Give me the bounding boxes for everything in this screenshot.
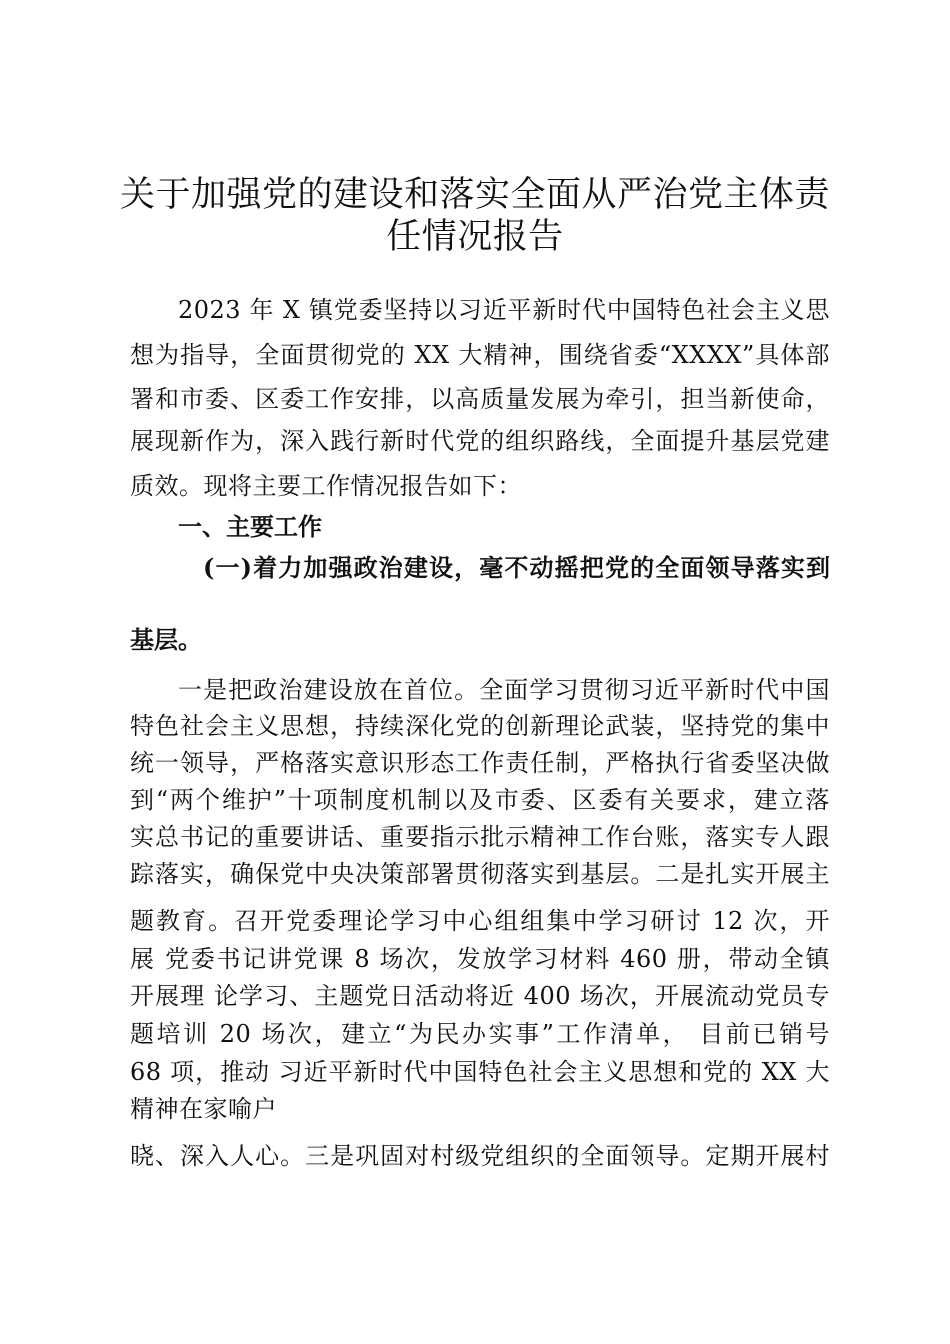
intro-line-1: 2023 年 X 镇党委坚持以习近平新时代中国特色社会主义思 (178, 296, 830, 324)
body-line-7: 题教育。召开党委理论学习中心组组集中学习研讨 12 次，开 (130, 907, 830, 935)
body-line-13: 晓、深入人心。三是巩固对村级党组织的全面领导。定期开展村 (130, 1142, 830, 1170)
intro-line-4: 展现新作为，深入践行新时代党的组织路线，全面提升基层党建 (130, 427, 830, 455)
intro-line-5: 质效。现将主要工作情况报告如下： (130, 472, 522, 500)
body-line-8: 展 党委书记讲党课 8 场次，发放学习材料 460 册，带动全镇 (130, 945, 830, 973)
body-line-1: 一是把政治建设放在首位。全面学习贯彻习近平新时代中国 (178, 676, 830, 704)
subsection-heading-1-line-2: 基层。 (130, 625, 202, 654)
body-line-4: 到“两个维护”十项制度机制以及市委、区委有关要求，建立落 (130, 786, 830, 814)
body-line-11: 68 项，推动 习近平新时代中国特色社会主义思想和党的 XX 大 (130, 1058, 830, 1086)
subsection-heading-1-line-1: (一)着力加强政治建设，毫不动摇把党的全面领导落实到 (203, 553, 830, 582)
intro-line-3: 署和市委、区委工作安排，以高质量发展为牵引，担当新使命， (130, 385, 830, 413)
body-line-5: 实总书记的重要讲话、重要指示批示精神工作台账，落实专人跟 (130, 823, 830, 851)
section-heading-main-work: 一、主要工作 (178, 513, 322, 541)
document-title-line-2: 任情况报告 (386, 217, 564, 257)
document-title-line-1: 关于加强党的建设和落实全面从严治党主体责 (120, 175, 831, 215)
body-line-10: 题培训 20 场次，建立“为民办实事”工作清单， 目前已销号 (130, 1020, 830, 1048)
body-line-9: 开展理 论学习、主题党日活动将近 400 场次，开展流动党员专 (130, 982, 830, 1010)
body-line-6: 踪落实，确保党中央决策部署贯彻落实到基层。二是扎实开展主 (130, 860, 830, 888)
body-line-12: 精神在家喻户 (130, 1095, 277, 1123)
intro-line-2: 想为指导，全面贯彻党的 XX 大精神，围绕省委“XXXX”具体部 (130, 341, 830, 369)
body-line-2: 特色社会主义思想，持续深化党的创新理论武装，坚持党的集中 (130, 712, 830, 740)
body-line-3: 统一领导，严格落实意识形态工作责任制，严格执行省委坚决做 (130, 749, 830, 777)
